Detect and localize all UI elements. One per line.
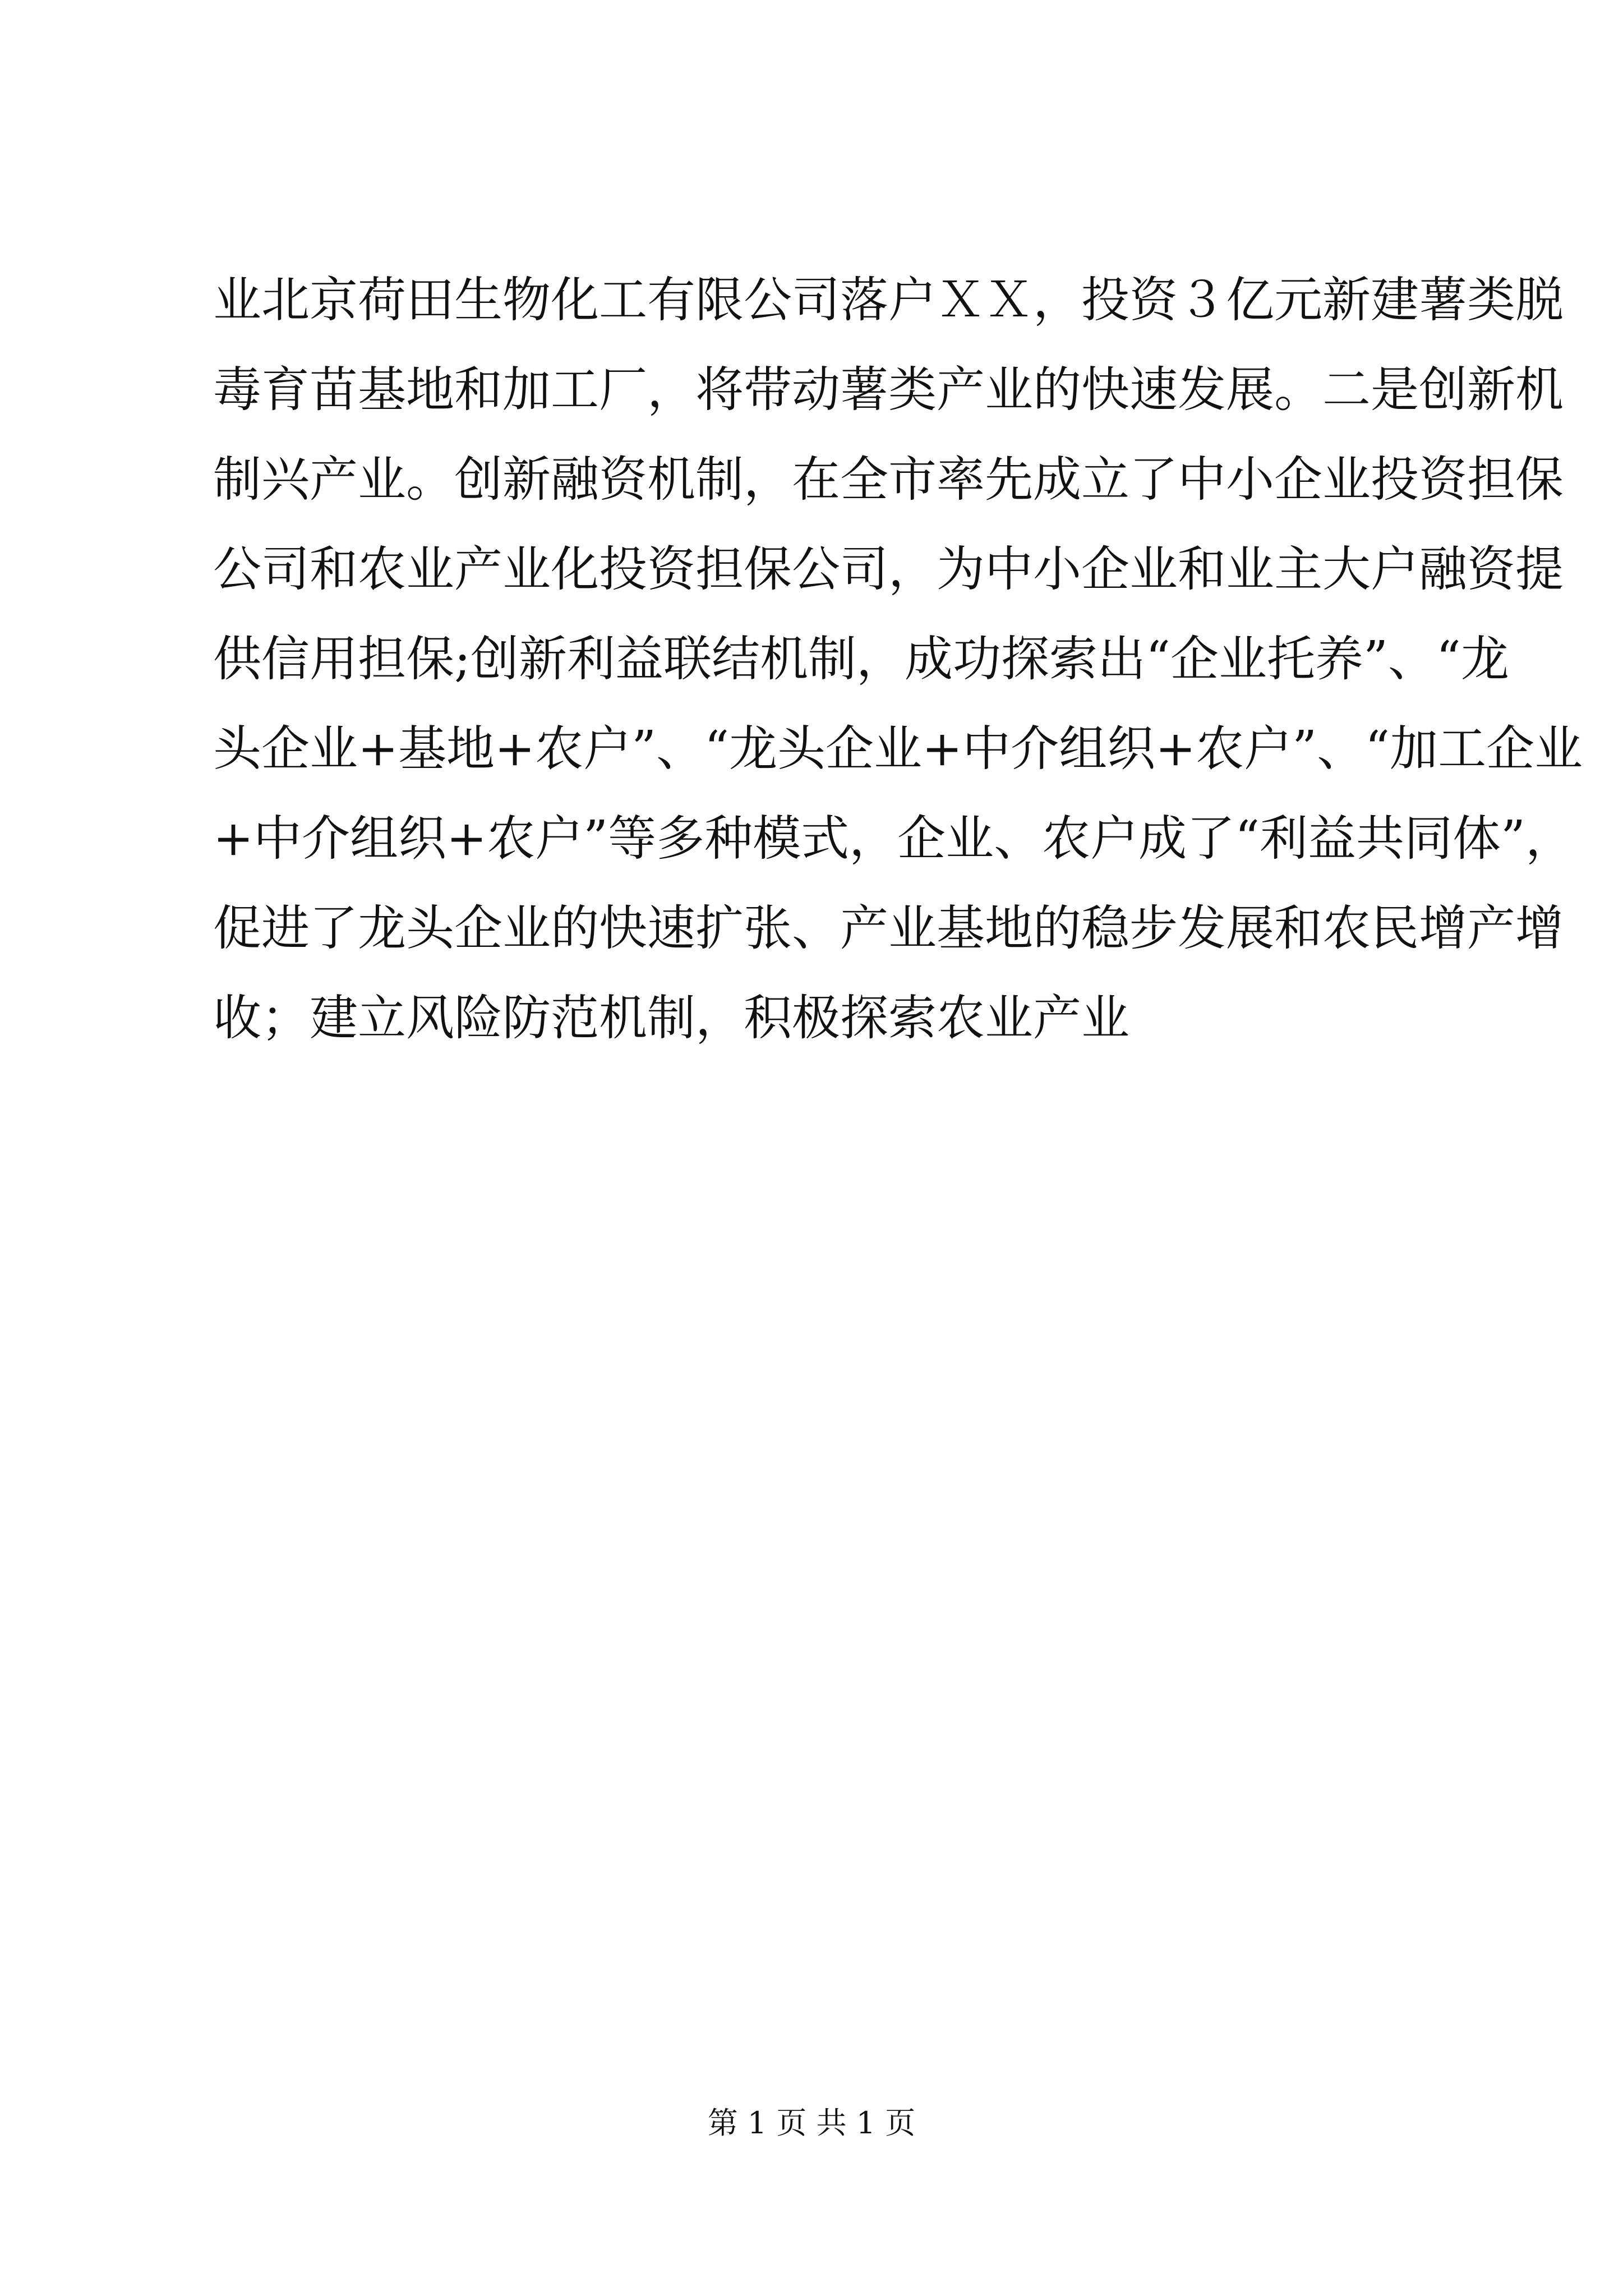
text-line-1: 业北京荷田生物化工有限公司落户ＸＸ，投资３亿元新建薯类脱 bbox=[213, 272, 1564, 328]
text-line-7: +中介组织+农户”等多种模式，企业、农户成了“利益共同体”， bbox=[213, 811, 1574, 867]
text-line-8: 促进了龙头企业的快速扩张、产业基地的稳步发展和农民增产增 bbox=[213, 900, 1564, 956]
text-line-3: 制兴产业。创新融资机制，在全市率先成立了中小企业投资担保 bbox=[213, 452, 1564, 508]
text-line-2: 毒育苗基地和加工厂，将带动薯类产业的快速发展。二是创新机 bbox=[213, 362, 1564, 418]
text-line-9: 收；建立风险防范机制，积极探索农业产业 bbox=[213, 990, 1129, 1046]
body-paragraph bbox=[213, 255, 1583, 1063]
text-line-5: 供信用担保;创新利益联结机制，成功探索出“企业托养”、“龙 bbox=[213, 631, 1509, 687]
page-number-footer: 第 1 页 共 1 页 bbox=[707, 2105, 916, 2141]
text-line-4: 公司和农业产业化投资担保公司，为中小企业和业主大户融资提 bbox=[213, 541, 1564, 597]
text-line-6: 头企业+基地+农户”、“龙头企业+中介组织+农户”、“加工企业 bbox=[213, 721, 1583, 777]
